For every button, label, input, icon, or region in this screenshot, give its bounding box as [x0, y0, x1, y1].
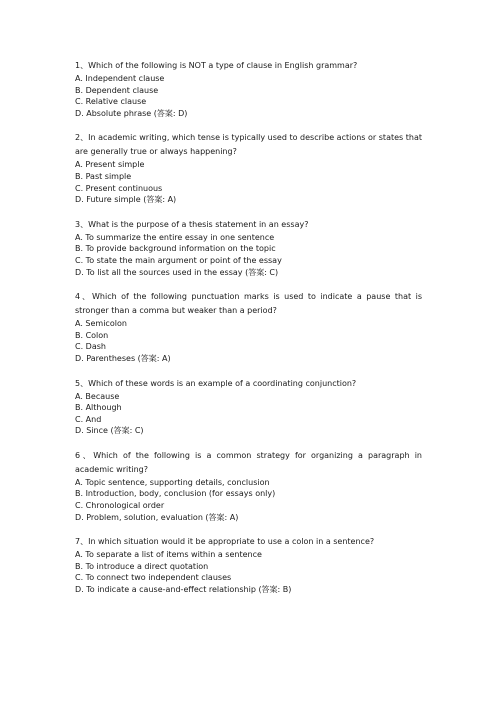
- option-b: B. To introduce a direct quotation: [75, 561, 209, 571]
- option-a: A. Independent clause: [75, 74, 165, 83]
- option-b: B. Although: [75, 403, 122, 413]
- option-c: C. Chronological order: [75, 501, 165, 511]
- option-c: C. And: [75, 414, 102, 424]
- option-c: C. Present continuous: [75, 183, 163, 193]
- question-text: 3、What is the purpose of a thesis statement in an essay?: [75, 219, 309, 229]
- question-text: 5、Which of these words is an example of a coordinating conjunction?: [75, 378, 357, 388]
- option-c: C. To state the main argument or point of the essay: [75, 255, 282, 265]
- option-a: A. To separate a list of items within a sentence: [75, 550, 262, 560]
- option-b: B. Dependent clause: [75, 85, 159, 95]
- option-a: A. To summarize the entire essay in one sentence: [75, 232, 275, 242]
- option-d: D. Absolute phrase (答案: D): [75, 108, 188, 118]
- question-3: [75, 218, 422, 278]
- option-b: B. Colon: [75, 330, 109, 340]
- question-5: [75, 377, 422, 437]
- question-7: [75, 535, 422, 595]
- question-text: 4、Which of the following punctuation marks is used to indicate a pause that is stronger than a comma but weaker than a period?: [75, 292, 422, 316]
- option-d: D. Problem, solution, evaluation (答案: A): [75, 512, 239, 522]
- question-text: 6、Which of the following is a common strategy for organizing a paragraph in academic writing?: [75, 450, 422, 474]
- option-c: C. To connect two independent clauses: [75, 573, 232, 583]
- option-c: C. Relative clause: [75, 97, 147, 107]
- option-a: A. Topic sentence, supporting details, conclusion: [75, 477, 270, 487]
- option-b: B. Past simple: [75, 171, 132, 181]
- option-a: A. Present simple: [75, 160, 145, 170]
- option-b: B. Introduction, body, conclusion (for essays only): [75, 489, 276, 499]
- question-1: [75, 59, 422, 119]
- option-d: D. Since (答案: C): [75, 426, 144, 436]
- option-d: D. Parentheses (答案: A): [75, 353, 171, 363]
- question-2: [75, 131, 422, 205]
- option-c: C. Dash: [75, 342, 106, 352]
- question-text: 7、In which situation would it be appropriate to use a colon in a sentence?: [75, 537, 375, 547]
- option-d: D. Future simple (答案: A): [75, 195, 177, 205]
- option-d: D. To list all the sources used in the essay (答案: C): [75, 267, 279, 277]
- question-text: 1、Which of the following is NOT a type of clause in English grammar?: [75, 61, 358, 70]
- question-4: [75, 290, 422, 364]
- question-text: 2、In academic writing, which tense is typically used to describe actions or states that are generally true or always happening?: [75, 133, 422, 157]
- option-b: B. To provide background information on the topic: [75, 244, 276, 254]
- option-d: D. To indicate a cause-and-effect relationship (答案: B): [75, 585, 292, 595]
- option-a: A. Because: [75, 391, 120, 401]
- option-a: A. Semicolon: [75, 319, 127, 329]
- question-6: [75, 449, 422, 523]
